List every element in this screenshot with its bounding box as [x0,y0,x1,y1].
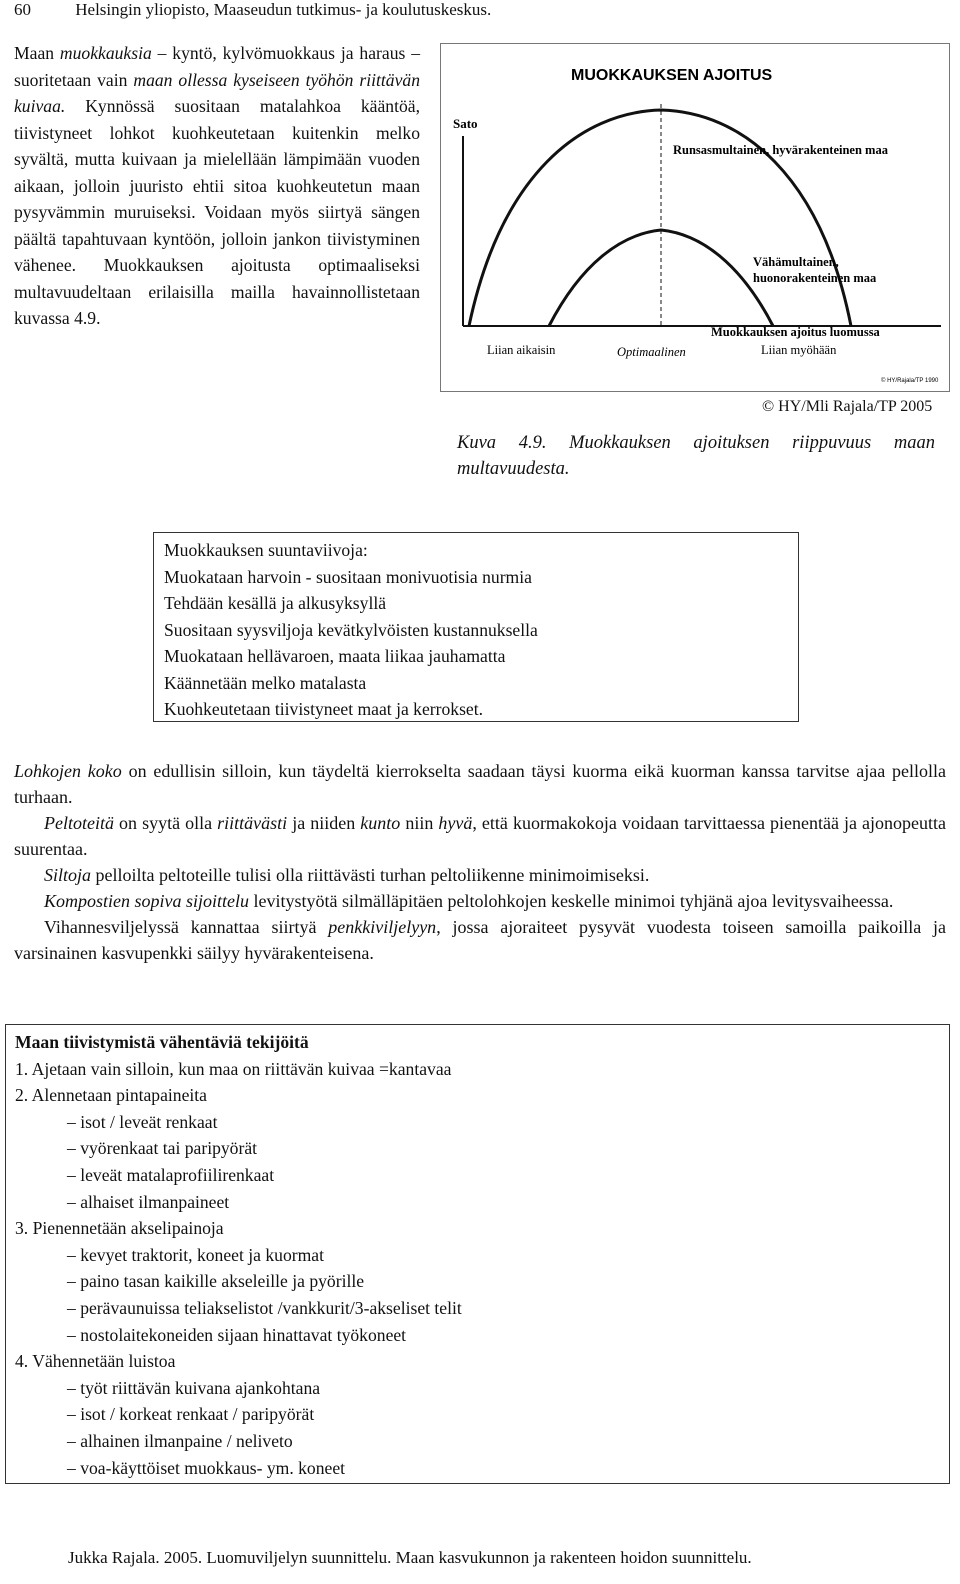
guideline-item: Muokataan hellävaroen, maata liikaa jauhamatta [164,646,506,666]
compaction-group-3: 3. Pienennetään akselipainoja [15,1218,224,1239]
header-title: Helsingin yliopisto, Maaseudun tutkimus- ja koulutuskeskus. [75,0,492,19]
curve-low-label-2: huonorakenteinen maa [753,271,877,285]
timing-label: Muokkauksen ajoitus luomussa [711,325,880,339]
paragraph-plot-size [14,758,946,810]
compaction-box [5,1024,950,1484]
page-footer: Jukka Rajala. 2005. Luomuviljelyn suunnittelu. Maan kasvukunnon ja rakenteen hoidon suunnittelu. [68,1548,752,1567]
guidelines-box [153,532,799,722]
x-label-optimal: Optimaalinen [617,345,686,359]
x-label-early: Liian aikaisin [487,343,556,357]
page-number: 60 [14,0,31,19]
guideline-item: Kuohkeutetaan tiivistyneet maat ja kerrokset. [164,699,484,719]
text: on edullisin silloin, kun täydeltä kierrokselta saadaan täysi kuorma eikä kuorman kanssa tarvitse ajaa pellolla turhaan. [14,761,946,807]
compaction-group-4: 4. Vähennetään luistoa [15,1351,176,1372]
compaction-group-1: 1. Ajetaan vain silloin, kun maa on riittävän kuivaa =kantavaa [15,1058,452,1079]
text: pelloilta peltoteille tulisi olla riittävästi turhan peltoliikenne minimoimiseksi. [91,865,650,885]
text: ja niiden [287,813,361,833]
paragraph-field-roads [14,810,946,862]
list-item: – perävaunuissa teliakselistot /vankkurit/3-akseliset telit [67,1297,462,1318]
intro-text-3: Kynnössä suositaan matalahkoa kääntöä, tiivistyneet lohkot kuohkeutetaan kuitenkin melko syvältä, mutta kuivaan ja mielellään lämpimään vuoden aikaan, jolloin juuristo ehtii sitoa kuohkeutetun maan pysyvämmin muruiseksi. Voidaan myös siirtyä sängen päältä tapahtuvaan kyntöön, jolloin jankon tiivistyminen vähenee. Muokkauksen ajoitusta optimaaliseksi multavuudeltaan erilaisilla mailla havainnollistetaan kuvassa 4.9. [14,96,420,328]
intro-text-1: Maan [14,43,60,63]
paragraph-compost [14,888,946,914]
figure-title: MUOKKAUKSEN AJOITUS [571,67,773,84]
list-item: – alhaiset ilmanpaineet [67,1191,230,1212]
timing-figure [440,43,950,392]
list-item: – kevyet traktorit, koneet ja kuormat [67,1244,324,1265]
curve-high-label: Runsasmultainen, hyvärakenteinen maa [673,143,888,157]
compaction-title: Maan tiivistymistä vähentäviä tekijöitä [15,1032,309,1052]
compaction-group-2: 2. Alennetaan pintapaineita [15,1085,207,1106]
text: , jossa ajoraiteet pysyvät vuodesta toiseen samoilla paikoilla ja varsinainen kasvupenkki säilyy hyvärakenteisena. [14,917,946,963]
term-bed-cultivation: penkkiviljelyyn [328,917,437,937]
paragraph-bridges [14,862,946,888]
list-item: – alhainen ilmanpaine / neliveto [67,1430,293,1451]
figure-small-credit: © HY/Rajala/TP 1990 [881,378,939,384]
guideline-item: Käännetään melko matalasta [164,672,367,693]
list-item: – isot / korkeat renkaat / paripyörät [67,1404,315,1425]
guidelines-title: Muokkauksen suuntaviivoja: [164,540,368,560]
page-header [14,0,491,20]
term-plot-size: Lohkojen koko [14,761,122,781]
term: kunto [360,813,401,833]
list-item: – voa-käyttöiset muokkaus- ym. koneet [67,1457,346,1478]
text: Vihannesviljelyssä kannattaa siirtyä [44,917,329,937]
intro-italic-2: maan ollessa kyseiseen työhön riittävän kuivaa. [14,69,420,116]
main-text [14,758,946,966]
intro-italic-1: muokkauksia [59,43,152,63]
term-compost: Kompostien sopiva sijoittelu [44,891,249,911]
term: hyvä [438,813,473,833]
list-item: – isot / leveät renkaat [67,1111,218,1132]
guideline-item: Suositaan syysviljoja kevätkylvöisten kustannuksella [164,619,538,640]
y-axis-label: Sato [453,116,478,131]
term: riittävästi [217,813,288,833]
figure-caption: Kuva 4.9. Muokkauksen ajoituksen riippuvuus maan multavuudesta. [457,433,935,479]
list-item: – nostolaitekoneiden sijaan hinattavat työkoneet [67,1324,407,1345]
list-item: – vyörenkaat tai paripyörät [67,1138,258,1159]
timing-diagram [441,44,949,391]
text: on syytä olla [113,813,218,833]
list-item: – leveät matalaprofiilirenkaat [67,1164,275,1185]
guideline-item: Muokataan harvoin - suositaan monivuotisia nurmia [164,566,532,587]
intro-text-2: – kyntö, kylvömuokkaus ja haraus – suoritetaan vain [14,43,420,90]
term-field-roads: Peltoteitä [44,813,114,833]
list-item: – paino tasan kaikille akseleille ja pyörille [67,1271,365,1292]
term-bridges: Siltoja [44,865,92,885]
text: , että kuormakokoja voidaan tarvittaessa pienentää ja ajonopeutta suurentaa. [14,813,946,859]
x-label-late: Liian myöhään [761,343,837,357]
intro-paragraph [14,40,420,332]
guideline-item: Tehdään kesällä ja alkusyksyllä [164,593,387,613]
text: niin [400,813,439,833]
paragraph-vegetables [14,914,946,966]
curve-low-label-1: Vähämultainen, [753,255,839,269]
figure-credit: © HY/Mli Rajala/TP 2005 [762,398,933,415]
list-item: – työt riittävän kuivana ajankohtana [67,1377,321,1398]
text: levitystyötä silmälläpitäen peltolohkojen keskelle minimoi tyhjänä ajoa levitysvaiheessa. [249,891,894,911]
